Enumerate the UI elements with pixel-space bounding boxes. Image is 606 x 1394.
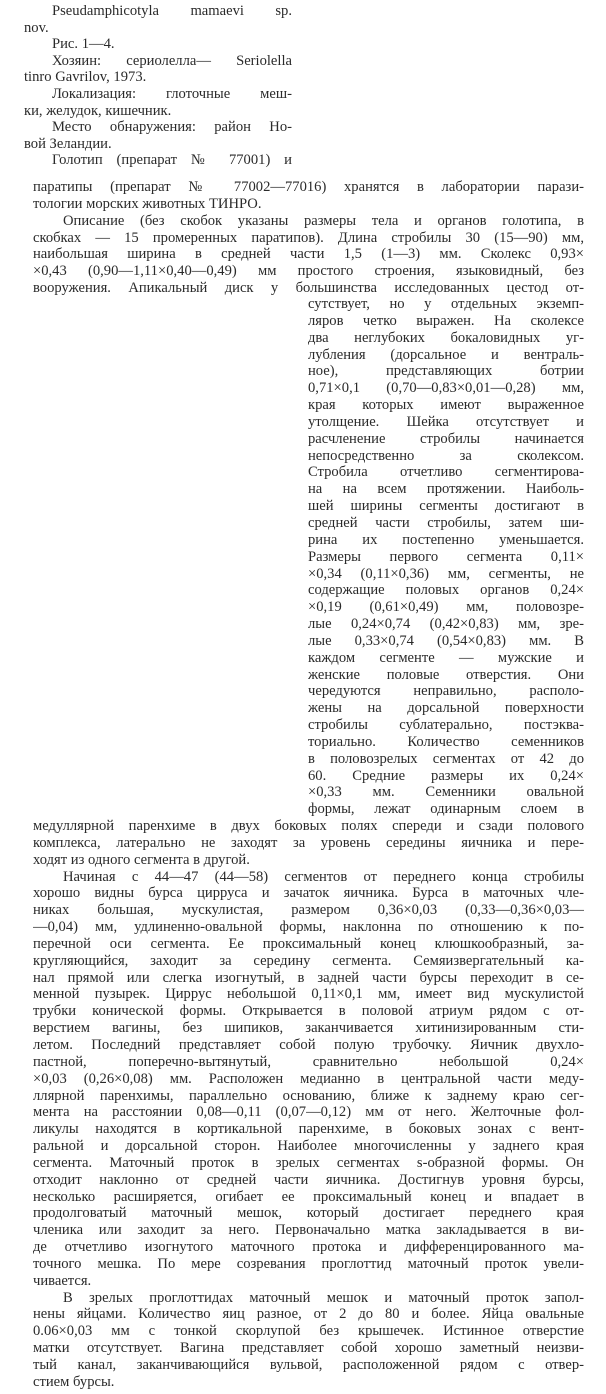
text-line: Голотип (препарат № 77001) и bbox=[52, 152, 292, 169]
text-line: несколько расширяется, огибает ее проксимальный конец и впадает в bbox=[33, 1188, 584, 1205]
body-text-right-column bbox=[308, 296, 584, 818]
text-line: 60. Средние размеры их 0,24× bbox=[308, 767, 584, 784]
text-line: пастной, поперечно-вытянутый, сравнительно небольшой 0,24× bbox=[33, 1053, 584, 1070]
text-line: Место обнаружения: район Но- bbox=[52, 119, 292, 136]
text-line: отходит наклонно от средней части яичника. Достигнув уровня бурсы, bbox=[33, 1171, 584, 1188]
text-line: утолщение. Шейка отсутствует и bbox=[308, 413, 584, 430]
text-line: менной пузырек. Циррус небольшой 0,11×0,1 мм, имеет вид мускулистой bbox=[33, 986, 584, 1003]
text-line: —0,04) мм, удлиненно-овальной формы, наклонна по отношению к по- bbox=[33, 919, 584, 936]
text-line: верстием вагины, без шипиков, заканчивается хитинизированным сти- bbox=[33, 1020, 584, 1037]
text-line: ральной и дорсальной сторон. Наиболее многочисленны у заднего края bbox=[33, 1138, 584, 1155]
text-line: ки, желудок, кишечник. bbox=[24, 102, 172, 119]
text-line: Стробила отчетливо сегментирова- bbox=[308, 464, 584, 481]
text-line: ликулы находятся в кортикальной паренхиме, в боковых зонах с вент- bbox=[33, 1121, 584, 1138]
text-line: сутствует, но у отдельных экземп- bbox=[308, 296, 584, 312]
text-line: хорошо видны бурса цирруса и зачаток яичника. Бурса в маточных чле- bbox=[33, 885, 584, 902]
text-line: мента на расстоянии 0,08—0,11 (0,07—0,12) мм от него. Желточные фол- bbox=[33, 1104, 584, 1121]
text-line: содержащие половых органов 0,24× bbox=[308, 582, 584, 599]
text-line: чередуются неправильно, располо- bbox=[308, 683, 584, 700]
text-line: ториально. Количество семенников bbox=[308, 733, 584, 750]
text-line: тый канал, заканчивающийся вульвой, расположенной рядом с отвер- bbox=[33, 1357, 584, 1373]
text-line: паратипы (препарат № 77002—77016) хранятся в лаборатории парази- bbox=[33, 179, 584, 195]
text-line: в половозрелых сегментах от 42 до bbox=[308, 750, 584, 767]
text-line: матки отсутствует. Вагина представляет собой хорошо заметный неизви- bbox=[33, 1340, 584, 1357]
text-line: Описание (без скобок указаны размеры тела и органов голотипа, в bbox=[63, 212, 584, 229]
text-line: никах большая, мускулистая, размером 0,36×0,03 (0,33—0,36×0,03— bbox=[33, 902, 584, 919]
text-line: тологии морских животных ТИНРО. bbox=[33, 195, 262, 212]
text-line: жены на дорсальной поверхности bbox=[308, 700, 584, 717]
text-line: Pseudamphicotyla mamaevi sp. bbox=[52, 3, 292, 19]
text-line: нал прямой или слегка изогнутый, в задней части бурсы переходит в се- bbox=[33, 969, 584, 986]
text-line: лубления (дорсальное и вентраль- bbox=[308, 346, 584, 363]
text-line: формы, лежат одинарным слоем в bbox=[308, 801, 584, 818]
text-line: ляров четко выражен. На сколексе bbox=[308, 312, 584, 329]
text-line: кругляющийся, заходит за середину сегмента. Семяизвергательный ка- bbox=[33, 952, 584, 969]
text-line: членика или заходит за него. Первоначально матка закладывается в ви- bbox=[33, 1222, 584, 1239]
text-line: комплекса, латерально не заходят за уровень середины яичника и пере- bbox=[33, 834, 584, 851]
text-line: ×0,33 мм. Семенники овальной bbox=[308, 784, 584, 801]
text-line: лые 0,24×0,74 (0,42×0,83) мм, зре- bbox=[308, 616, 584, 633]
text-line: перечной оси сегмента. Ее проксимальный конец клюшкообразный, за- bbox=[33, 935, 584, 952]
text-line: nov. bbox=[24, 19, 49, 36]
text-line: сегмента. Маточный проток в зрелых сегментах s-образной формы. Он bbox=[33, 1154, 584, 1171]
text-line: наибольшая ширина в средней части 1,5 (1—3) мм. Сколекс 0,93× bbox=[33, 246, 584, 263]
text-line: В зрелых проглоттидах маточный мешок и маточный проток запол- bbox=[63, 1289, 584, 1306]
text-line: непосредственно за сколексом. bbox=[308, 447, 584, 464]
text-line: tinro Gavrilov, 1973. bbox=[24, 69, 147, 86]
text-line: скобках — 15 промеренных паратипов). Длина стробилы 30 (15—90) мм, bbox=[33, 229, 584, 246]
text-line: 0.06×0,03 мм с тонкой скорлупой без крышечек. Истинное отверстие bbox=[33, 1323, 584, 1340]
species-header-block bbox=[24, 3, 292, 169]
text-line: ×0,03 (0,26×0,08) мм. Расположен медианно в центральной части меду- bbox=[33, 1070, 584, 1087]
text-line: шей ширины сегменты достигают в bbox=[308, 498, 584, 515]
text-line: женские половые отверстия. Они bbox=[308, 666, 584, 683]
text-line: медуллярной паренхиме в двух боковых полях спереди и сзади полового bbox=[33, 818, 584, 834]
text-line: Рис. 1—4. bbox=[52, 36, 115, 53]
text-line: вой Зеландии. bbox=[24, 135, 112, 152]
text-line: вооружения. Апикальный диск у большинства исследованных цестод от- bbox=[33, 280, 584, 297]
text-line: ное), представляющих ботрии bbox=[308, 363, 584, 380]
text-line: продолговатый маточный мешок, который достигает переднего края bbox=[33, 1205, 584, 1222]
text-line: трубки конической формы. Открывается в половой атриум рядом с от- bbox=[33, 1003, 584, 1020]
text-line: лые 0,33×0,74 (0,54×0,83) мм. В bbox=[308, 632, 584, 649]
body-text-bottom bbox=[33, 818, 584, 1391]
text-line: летом. Последний представляет собой полую трубочку. Яичник двухло- bbox=[33, 1036, 584, 1053]
text-line: 0,71×0,1 (0,70—0,83×0,01—0,28) мм, bbox=[308, 380, 584, 397]
text-line: точного мешка. По мере созревания проглоттид маточный проток увели- bbox=[33, 1255, 584, 1272]
text-line: чивается. bbox=[33, 1272, 92, 1289]
text-line: стием бурсы. bbox=[33, 1373, 115, 1390]
text-line: каждом сегменте — мужские и bbox=[308, 649, 584, 666]
text-line: на на всем протяжении. Наиболь- bbox=[308, 481, 584, 498]
text-line: ллярной паренхимы, параллельно основанию, ближе к заднему краю сег- bbox=[33, 1087, 584, 1104]
text-line: стробилы сублатерально, постэква- bbox=[308, 717, 584, 734]
text-line: Размеры первого сегмента 0,11× bbox=[308, 548, 584, 565]
body-text-top bbox=[33, 179, 584, 297]
text-line: края которых имеют выраженное bbox=[308, 397, 584, 414]
text-line: расчленение стробилы начинается bbox=[308, 430, 584, 447]
text-line: ×0,19 (0,61×0,49) мм, половозре- bbox=[308, 599, 584, 616]
text-line: ходят из одного сегмента в другой. bbox=[33, 851, 250, 868]
text-line: Хозяин: сериолелла— Seriolella bbox=[52, 52, 292, 69]
text-line: средней части стробилы, затем ши- bbox=[308, 514, 584, 531]
text-line: ×0,34 (0,11×0,36) мм, сегменты, не bbox=[308, 565, 584, 582]
text-line: ×0,43 (0,90—1,11×0,40—0,49) мм простого строения, языковидный, без bbox=[33, 263, 584, 280]
text-line: нены яйцами. Количество яиц разное, от 2 до 80 и более. Яйца овальные bbox=[33, 1306, 584, 1323]
text-line: Локализация: глоточные меш- bbox=[52, 85, 292, 102]
text-line: рина их постепенно уменьшается. bbox=[308, 531, 584, 548]
text-line: два неглубоких бокаловидных уг- bbox=[308, 329, 584, 346]
text-line: де отчетливо изогнутого маточного протока и дифференцированного ма- bbox=[33, 1239, 584, 1256]
text-line: Начиная с 44—47 (44—58) сегментов от переднего конца стробилы bbox=[63, 868, 584, 885]
